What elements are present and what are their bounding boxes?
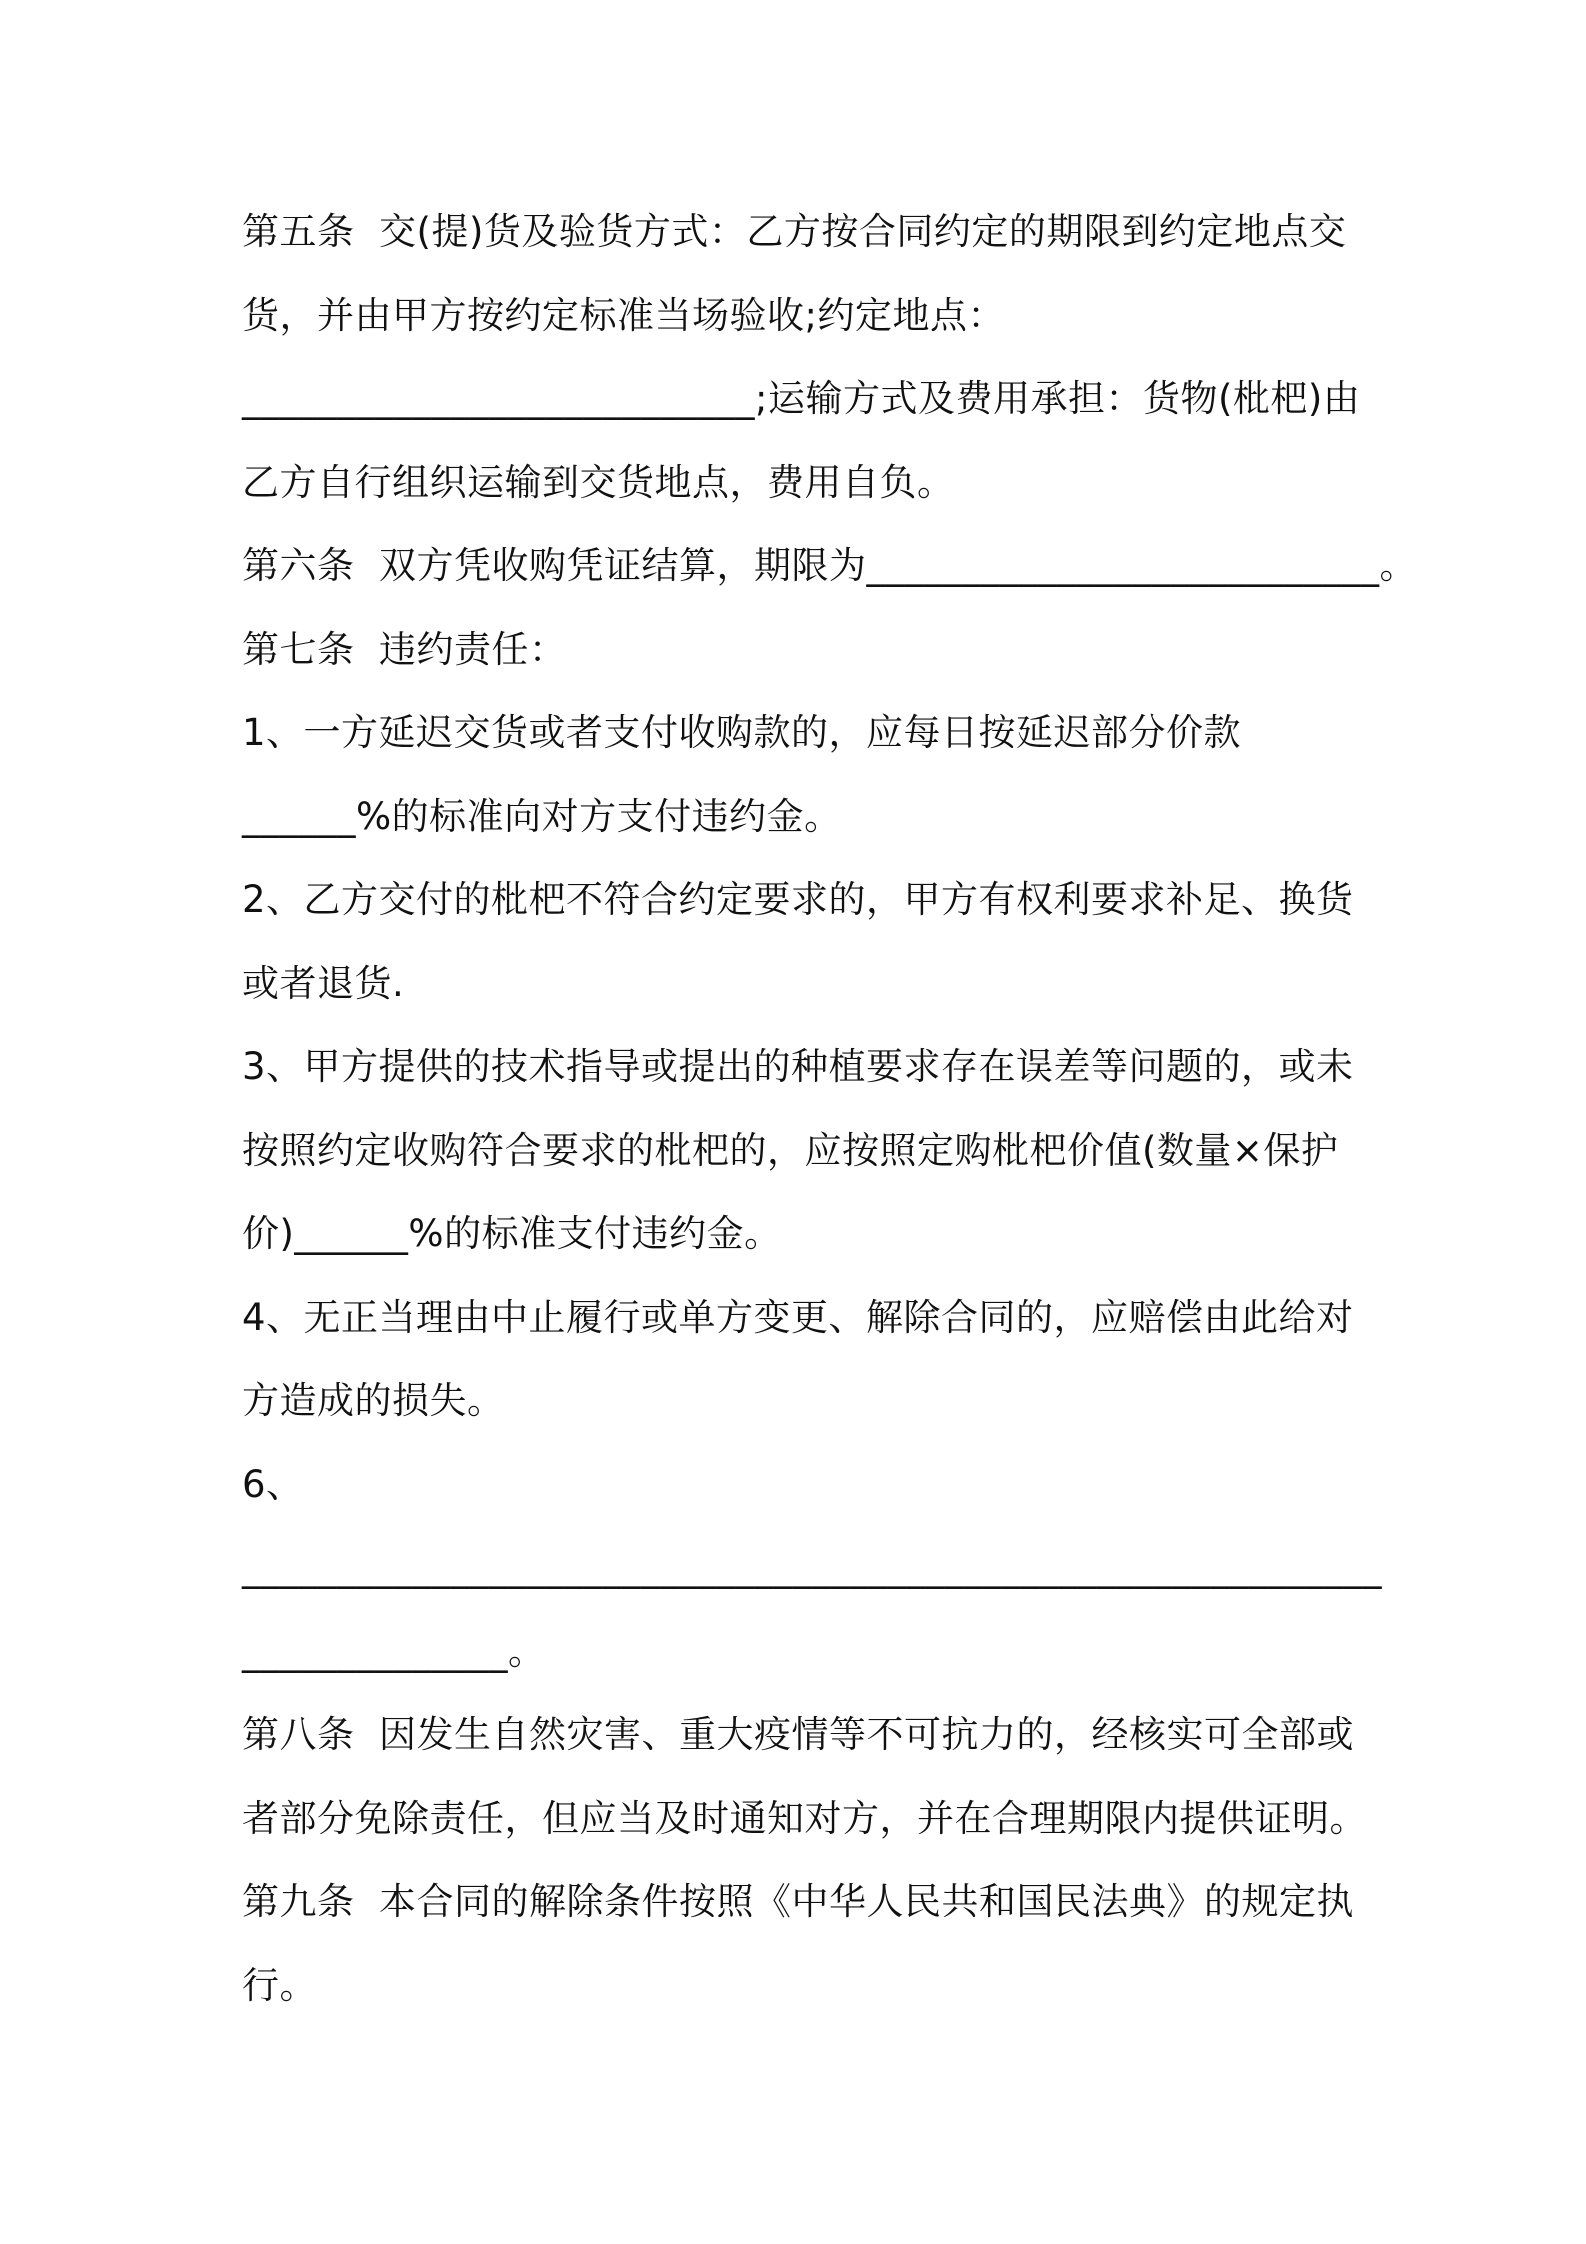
text-line-article-8-part-1: 第八条 因发生自然灾害、重大疫情等不可抗力的，经核实可全部或 <box>242 1713 1355 1756</box>
text-line-article-5-part-4: 乙方自行组织运输到交货地点，费用自负。 <box>242 460 955 504</box>
text-line-article-5-part-2: 货，并由甲方按约定标准当场验收;约定地点： <box>242 293 1005 337</box>
text-line-article-6: 第六条 双方凭收购凭证结算，期限为___________________________。 <box>242 544 1418 587</box>
text-line-article-8-part-2: 者部分免除责任，但应当及时通知对方，并在合理期限内提供证明。 <box>242 1796 1367 1840</box>
text-line-clause-6-blank-2: ______________。 <box>242 1629 546 1673</box>
text-line-clause-6-blank-1: ____________________________________________________________ <box>242 1546 1382 1589</box>
text-line-clause-1-part-2: ______%的标准向对方支付违约金。 <box>242 794 842 838</box>
text-line-clause-3-part-3: 价)______%的标准支付违约金。 <box>242 1212 782 1255</box>
text-line-article-9-part-1: 第九条 本合同的解除条件按照《中华人民共和国民法典》的规定执 <box>242 1880 1355 1923</box>
text-line-clause-2-part-2: 或者退货. <box>242 961 405 1005</box>
text-line-clause-4-part-1: 4、无正当理由中止履行或单方变更、解除合同的，应赔偿由此给对 <box>242 1295 1354 1339</box>
text-line-clause-3-part-1: 3、甲方提供的技术指导或提出的种植要求存在误差等问题的，或未 <box>242 1045 1354 1088</box>
contract-body <box>242 190 1418 2027</box>
text-line-clause-1-part-1: 1、一方延迟交货或者支付收购款的，应每日按延迟部分价款 <box>242 711 1242 754</box>
text-line-clause-4-part-2: 方造成的损失。 <box>242 1379 505 1422</box>
text-line-article-7-heading: 第七条 违约责任： <box>242 627 567 671</box>
text-line-article-5-part-1: 第五条 交(提)货及验货方式：乙方按合同约定的期限到约定地点交 <box>242 210 1347 253</box>
text-line-clause-3-part-2: 按照约定收购符合要求的枇杷的，应按照定购枇杷价值(数量×保护 <box>242 1128 1339 1172</box>
text-line-clause-2-part-1: 2、乙方交付的枇杷不符合约定要求的，甲方有权利要求补足、换货 <box>242 878 1354 921</box>
text-line-article-9-part-2: 行。 <box>242 1963 317 2007</box>
text-line-article-5-part-3: ___________________________;运输方式及费用承担：货物(枇杷)由 <box>242 377 1361 420</box>
text-line-clause-6-number: 6、 <box>242 1462 304 1506</box>
